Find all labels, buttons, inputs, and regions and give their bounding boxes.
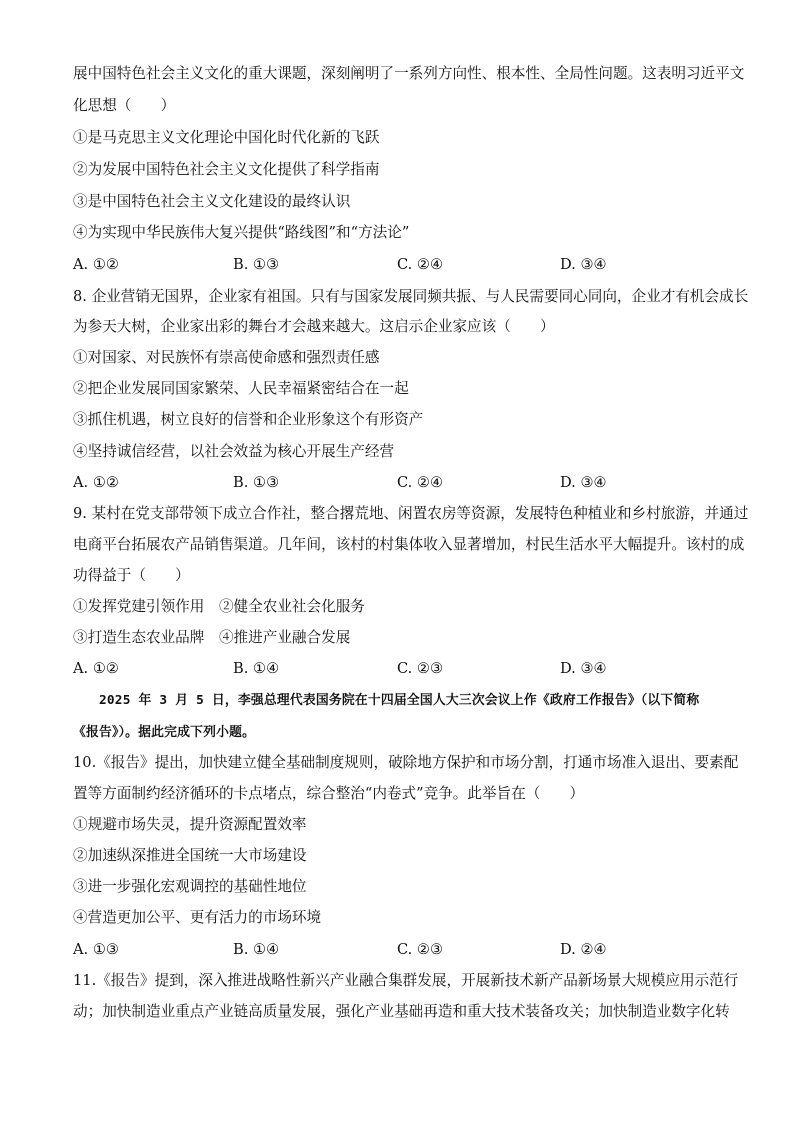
q8-option-b[interactable]: B. ①③	[233, 474, 280, 491]
q9-option-c[interactable]: C. ②③	[397, 660, 444, 677]
q10-statement-2: ②加速纵深推进全国统一大市场建设	[73, 847, 307, 864]
q10-option-b[interactable]: B. ①④	[233, 941, 280, 958]
q8-option-d[interactable]: D. ③④	[560, 474, 607, 491]
q10-stem-line-1: 10.《报告》提出，加快建立健全基础制度规则，破除地方保护和市场分割，打通市场准入退出、要素配	[73, 754, 739, 771]
q8-statement-1: ①对国家、对民族怀有崇高使命感和强烈责任感	[73, 349, 380, 366]
q10-statement-1: ①规避市场失灵，提升资源配置效率	[73, 816, 307, 833]
q7-option-b[interactable]: B. ①③	[233, 256, 280, 273]
q8-stem-line-1: 8. 企业营销无国界，企业家有祖国。只有与国家发展同频共振、与人民需要同心同向，企业才有机会成长	[73, 288, 749, 305]
q11-stem-line-1: 11.《报告》提到，深入推进战略性新兴产业融合集群发展，开展新技术新产品新场景大规模应用示范行	[73, 972, 739, 989]
q10-stem-line-2: 置等方面制约经济循环的卡点堵点，综合整治“内卷式”竞争。此举旨在（ ）	[73, 785, 585, 802]
q9-stem-line-1: 9. 某村在党支部带领下成立合作社，整合撂荒地、闲置农房等资源，发展特色种植业和乡村旅游，并通过	[73, 505, 749, 522]
q10-statement-3: ③进一步强化宏观调控的基础性地位	[73, 878, 307, 895]
q7-stem-line-2: 化思想（ ）	[73, 97, 176, 114]
q9-stem-line-2: 电商平台拓展农产品销售渠道。几年间，该村的村集体收入显著增加，村民生活水平大幅提升。该村的成	[73, 536, 745, 553]
q9-stem-line-3: 功得益于（ ）	[73, 567, 190, 584]
q8-option-c[interactable]: C. ②④	[397, 474, 444, 491]
q10-option-d[interactable]: D. ②④	[560, 941, 607, 958]
q9-option-a[interactable]: A. ①②	[73, 660, 119, 677]
q10-statement-4: ④营造更加公平、更有活力的市场环境	[73, 909, 322, 926]
q8-statement-2: ②把企业发展同国家繁荣、人民幸福紧密结合在一起	[73, 380, 409, 397]
q10-option-c[interactable]: C. ②③	[397, 941, 444, 958]
q11-stem-line-2: 动；加快制造业重点产业链高质量发展，强化产业基础再造和重大技术装备攻关；加快制造业数字化转	[73, 1003, 730, 1020]
q8-statement-3: ③抓住机遇，树立良好的信誉和企业形象这个有形资产	[73, 411, 424, 428]
q7-option-a[interactable]: A. ①②	[73, 256, 119, 273]
q7-option-d[interactable]: D. ③④	[560, 256, 607, 273]
q10-option-a[interactable]: A. ①③	[73, 941, 119, 958]
material-line-1: 2025 年 3 月 5 日，李强总理代表国务院在十四届全国人大三次会议上作《政府工作报告》（以下简称	[73, 693, 700, 708]
q10-options	[73, 940, 733, 960]
q8-statement-4: ④坚持诚信经营，以社会效益为核心开展生产经营	[73, 443, 395, 460]
q7-statement-2: ②为发展中国特色社会主义文化提供了科学指南	[73, 161, 380, 178]
q8-option-a[interactable]: A. ①②	[73, 474, 119, 491]
q8-options	[73, 473, 733, 493]
material-line-2: 《报告》）。据此完成下列小题。	[73, 725, 256, 740]
q7-stem-line-1: 展中国特色社会主义文化的重大课题，深刻阐明了一系列方向性、根本性、全局性问题。这表明习近平文	[73, 65, 745, 82]
q7-option-c[interactable]: C. ②④	[397, 256, 444, 273]
q7-statement-3: ③是中国特色社会主义文化建设的最终认识	[73, 193, 351, 210]
q9-statement-2: ③打造生态农业品牌 ④推进产业融合发展	[73, 629, 351, 646]
q8-stem-line-2: 为参天大树，企业家出彩的舞台才会越来越大。这启示企业家应该（ ）	[73, 318, 555, 335]
q9-option-b[interactable]: B. ①④	[233, 660, 280, 677]
q7-statement-4: ④为实现中华民族伟大复兴提供“路线图”和“方法论”	[73, 224, 410, 241]
q9-option-d[interactable]: D. ③④	[560, 660, 607, 677]
q7-statement-1: ①是马克思主义文化理论中国化时代化新的飞跃	[73, 129, 380, 146]
q9-statement-1: ①发挥党建引领作用 ②健全农业社会化服务	[73, 598, 365, 615]
q7-options	[73, 255, 733, 275]
q9-options	[73, 659, 733, 679]
